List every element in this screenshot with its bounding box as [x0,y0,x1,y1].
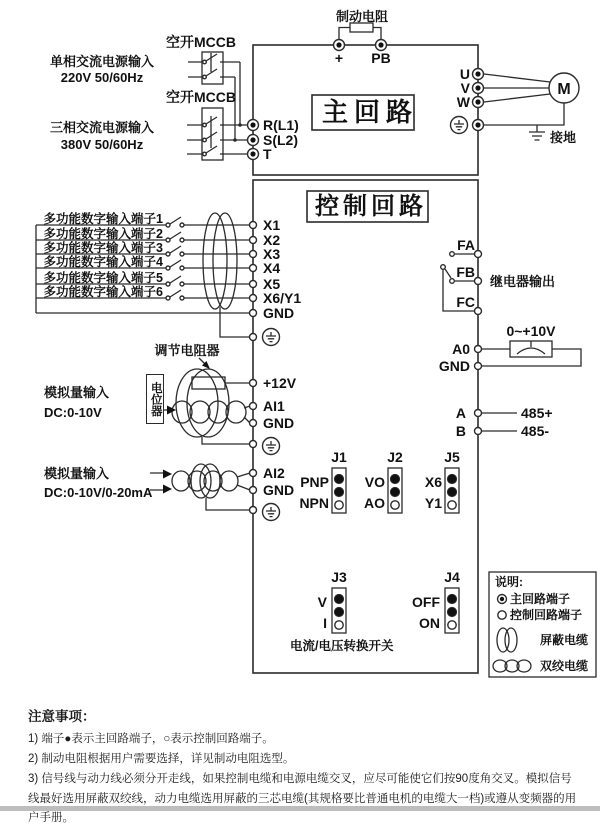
analog-input-2 [44,464,294,521]
digital-input-row [36,226,250,242]
analog1-desc-2: DC:0-10V [44,405,102,420]
terminal-pb-label: PB [371,50,391,66]
jumper-j2-opt2: AO [364,495,385,511]
terminal-pe-digital [250,334,257,341]
analog2-desc-2: DC:0-10V/0-20mA [44,485,153,500]
shield-drain-wire [202,437,249,444]
legend-twisted-label: 双绞电缆 [540,659,589,673]
potentiometer-resistor [192,377,225,389]
terminal-fa-label: FA [457,237,475,253]
terminal-x5 [250,281,257,288]
terminal-ai2-label: AI2 [263,465,285,481]
earth-circle-icon [263,504,280,521]
terminal-fb [475,278,482,285]
bottom-edge-strip [0,806,600,811]
terminal-x3-label: X3 [263,246,281,262]
jumper-j2 [364,449,403,513]
terminal-plus-label: + [334,50,344,66]
notes-title: 注意事项： [28,709,96,724]
mccb-three-phase [50,89,247,160]
terminal-gnd-analog2 [250,487,257,494]
input-arrowhead [163,470,172,479]
terminal-fb-label: FB [456,264,475,280]
note-item-3: 3) 信号线与动力线必须分开走线，如果控制电缆和电源电缆交叉，应尽可能使它们按90度角交叉。模拟信号线最好选用屏蔽双绞线，动力电缆选用屏蔽的三芯电缆(其规格要比普通电机的电缆大一档)或遵从变频器的用户手册。 [28,772,577,825]
jumper-j5-name: J5 [444,449,460,465]
legend-twisted-pair-icon [493,660,531,672]
jumper-j5-opt1: X6 [424,474,442,490]
jumper-j1-opt1: PNP [300,474,329,490]
potentiometer-box: 电位器 [146,374,164,424]
note-item-2: 2) 制动电阻根据用户需要选择，详见制动电阻选型。 [28,752,295,765]
terminal-485a-label: A [455,405,466,421]
jumper-j3-name: J3 [331,569,347,585]
single-phase-label-1: 单相交流电源输入 [49,54,155,69]
terminal-12v-label: +12V [263,375,297,391]
terminal-fa [475,251,482,258]
jumper-j4-name: J4 [444,569,460,585]
digital-input-row [36,270,250,286]
terminal-x1 [250,222,257,229]
terminal-a0-label: A0 [452,341,470,357]
analog-output [439,323,581,374]
terminal-t-label: T [263,146,272,162]
note-item-1: 1) 端子●表示主回路端子，○表示控制回路端子。 [28,733,274,746]
jumper-j1-name: J1 [331,449,347,465]
terminal-gnd-analog1-label: GND [263,415,295,431]
jumper-j3-opt2: I [323,615,327,631]
legend-ctrl-terminal-label: 控制回路端子 [510,608,583,622]
terminal-485a [475,410,482,417]
shielded-cable-icon [203,213,237,309]
braking-resistor [334,9,391,66]
terminal-x2 [250,237,257,244]
jumper-j2-opt1: VO [364,474,385,490]
terminal-gnd-digital [250,310,257,317]
legend [489,572,596,677]
terminal-485b-label: B [455,423,466,439]
terminal-ai1 [250,403,257,410]
terminal-pe-analog1 [250,441,257,448]
legend-shielded-cable-icon [497,628,517,652]
terminal-x2-label: X2 [263,232,281,248]
terminal-s-label: S(L2) [263,132,298,148]
terminal-gnd-aout-label: GND [438,358,470,374]
shielded-cable-icon [176,369,229,437]
terminal-ai1-label: AI1 [263,398,285,414]
jumper-j5 [425,449,460,513]
jumper-j3 [318,569,347,633]
legend-shield-label: 屏蔽电缆 [540,633,589,647]
control-circuit-title-text: 控制回路 [315,193,427,220]
vi-switch-label: 电流/电压转换开关 [290,639,394,653]
terminal-gnd-aout [475,363,482,370]
jumper-j4-opt1: OFF [412,594,440,610]
terminal-x4-label: X4 [263,260,281,276]
digital-input-label-2: 多功能数字输入端子2 [43,227,163,241]
terminal-u-label: U [459,66,470,82]
digital-input-label-3: 多功能数字输入端子3 [43,241,163,255]
control-circuit-title [307,191,428,222]
shield-drain-wire [206,498,249,510]
legend-main-terminal-label: 主回路端子 [510,592,571,606]
jumper-j3-opt1: V [317,594,327,610]
motor-label: M [557,81,571,98]
three-phase-label-2: 380V 50/60Hz [60,137,144,152]
jumper-j4-opt2: ON [419,615,440,631]
earth-circle-icon [263,438,280,455]
jumper-j2-name: J2 [387,449,403,465]
earth-circle-icon [263,329,280,346]
input-terminals [248,117,299,162]
terminal-x1-label: X1 [263,217,281,233]
terminal-fc-label: FC [456,294,475,310]
relay-output [441,237,555,315]
terminal-fc [475,308,482,315]
terminal-x5-label: X5 [263,276,281,292]
mccb1-label: 空开MCCB [166,34,236,50]
jumper-j5-opt2: Y1 [424,495,442,511]
analog1-desc-1: 模拟量输入 [44,385,110,400]
terminal-ai2 [250,470,257,477]
meter-range-label: 0~+10V [506,323,556,339]
legend-title: 说明: [495,575,523,589]
input-arrowhead [163,485,172,494]
main-circuit-title-text: 主回路 [322,97,419,127]
jumper-j1-opt2: NPN [299,495,329,511]
earth-circle-icon [451,117,468,134]
digital-input-row [36,211,250,227]
terminal-x6y1 [250,295,257,302]
single-phase-label-2: 220V 50/60Hz [60,70,144,85]
output-motor-section [451,66,580,145]
jumper-j1 [299,449,347,513]
analog2-desc-1: 模拟量输入 [44,466,110,481]
terminal-485b [475,428,482,435]
ground-icon [529,125,545,140]
terminal-12v [250,380,257,387]
three-phase-label-1: 三相交流电源输入 [49,120,155,135]
digital-inputs [36,211,301,346]
terminal-pe-analog2 [250,507,257,514]
main-circuit-title [312,95,418,130]
terminal-x4 [250,265,257,272]
relay-output-label: 继电器输出 [490,274,556,289]
shield-drain-wire [220,307,249,337]
twisted-pair-icon [172,401,246,423]
rs485 [456,405,553,439]
braking-resistor-label: 制动电阻 [335,9,389,24]
terminal-r-label: R(L1) [263,117,299,133]
digital-input-label-1: 多功能数字输入端子1 [43,212,163,226]
terminal-gnd-analog1 [250,420,257,427]
digital-input-row [36,254,250,270]
terminal-a0 [475,346,482,353]
digital-input-label-5: 多功能数字输入端子5 [43,271,163,285]
twisted-pair-icon [172,471,238,491]
485-plus-label: 485+ [521,405,553,421]
adjust-resistor-label: 调节电阻器 [154,343,220,358]
terminal-x3 [250,251,257,258]
ground-label: 接地 [550,130,577,145]
485-minus-label: 485- [521,423,550,439]
jumper-j4 [412,569,460,633]
mccb2-label: 空开MCCB [166,89,236,105]
analog-input-1 [44,343,297,455]
terminal-gnd-analog2-label: GND [263,482,295,498]
legend-ctrl-terminal-icon [498,611,506,619]
terminal-gnd-digital-label: GND [263,305,295,321]
digital-input-label-6: 多功能数字输入端子6 [43,285,163,299]
terminal-x6y1-label: X6/Y1 [263,290,302,306]
digital-input-label-4: 多功能数字输入端子4 [43,255,163,269]
digital-input-row [36,240,250,256]
terminal-v-label: V [460,80,470,96]
terminal-w-label: W [456,94,470,110]
